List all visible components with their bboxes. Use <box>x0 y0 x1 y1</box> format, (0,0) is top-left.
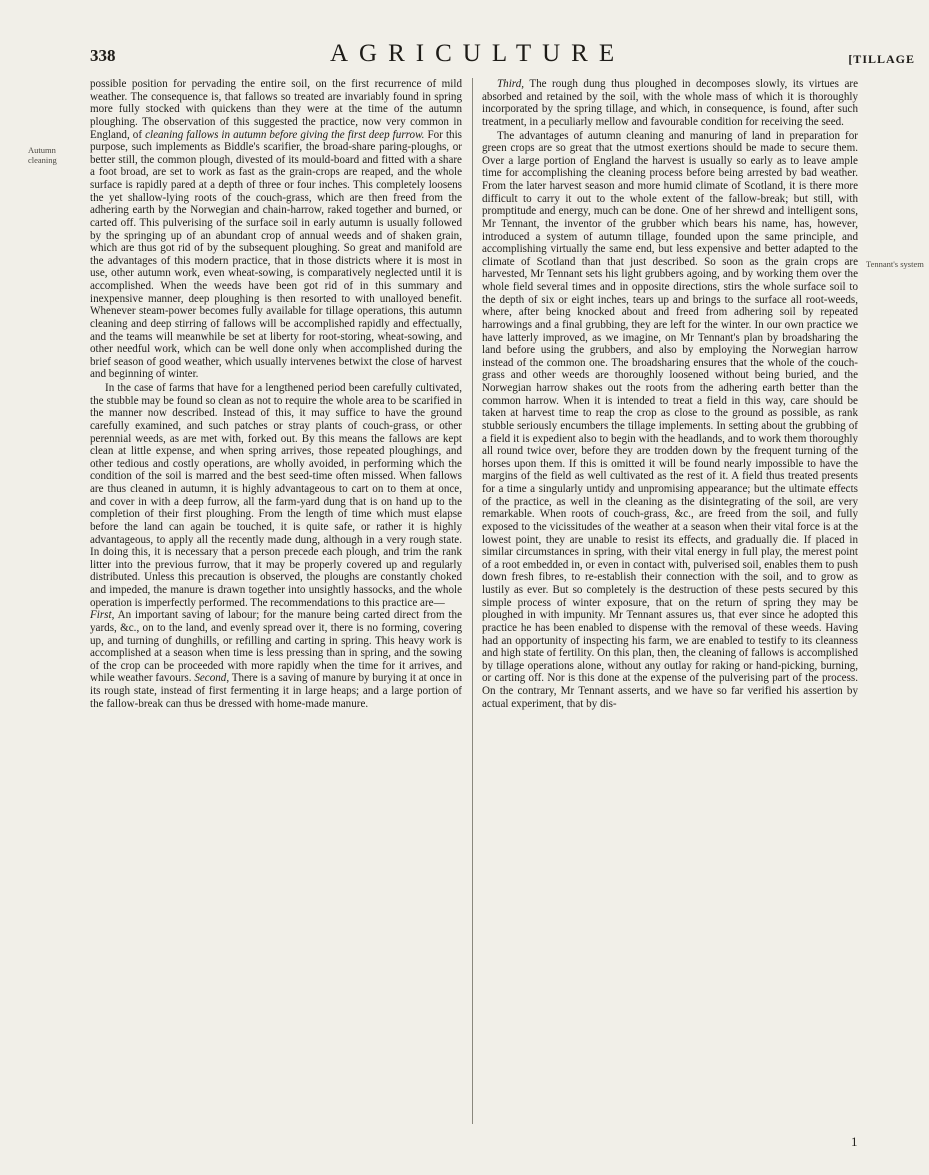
running-title: AGRICULTURE <box>330 40 626 67</box>
margin-note-left: Autumn cleaning <box>28 145 57 165</box>
paragraph: In the case of farms that have for a lengthened period been carefully cultivated, the stubble may be found so clean as not to require the whole area to be scarified in the manner now described. Instead of this, it may suffice to have the ground carefully examined, and such patches or stray plants of couch-grass, or other perennial weeds, as are met with, forked out. By this means the fallows are kept clean at little expense, and when spring arrives, those repeated ploughings, and other tedious and costly operations, are wholly avoided, in performing which the condition of the soil is marred and the best seed-time often missed. When fallows are thus cleaned in autumn, it is highly advantageous to cart on to them at once, and cover in with a deep furrow, all the farm-yard dung that is on hand up to the completion of their first ploughing. From the length of time which must elapse before the land can again be touched, it is quite safe, or rather it is highly advantageous, to apply all the recently made dung, although in a very rough state. In doing this, it is necessary that a person precede each plough, and trim the rank litter into the previous furrow, that it may be properly covered up and regularly distributed. Unless this precaution is observed, the ploughs are constantly choked and impeded, the manure is drawn together into unsightly hassocks, and the whole operation is imperfectly performed. The recommendations to this practice are— First, An important saving of labour; for the manure being carted direct from the yards, &c., on to the land, and evenly spread over it, there is no forming, covering up, and turning of dunghills, or refilling and carting in spring. This heavy work is accomplished at a season when time is less pressing than in spring, and the sowing of the crop can be proceeded with more rapidly when the time for it arrives, and while weather favours. Second, There is a saving of manure by burying it at once in its rough state, instead of first fermenting it in large heaps; and a large portion of the fallow-break can thus be dressed with home-made manure. <box>90 382 462 710</box>
section-tag: [TILLAGE <box>848 52 915 66</box>
signature-mark: 1 <box>851 1134 858 1149</box>
margin-note-right: Tennant's system <box>866 259 924 269</box>
paragraph: possible position for pervading the entire soil, on the first recurrence of mild weather. The consequence is, that fallows so treated are invariably found in spring more fully stocked with quickens than they were at the time of the autumn ploughing. The observation of this suggested the practice, now very common in England, of cleaning fallows in autumn before giving the first deep furrow. For this purpose, such implements as Biddle's scarifier, the broad-share paring-ploughs, or better still, the common plough, divested of its mould-board and fitted with a share a foot broad, are set to work as fast as the grain-crops are reaped, and the whole surface is rapidly pared at a depth of three or four inches. This completely loosens the yet shallow-lying roots of the couch-grass, which are then freed from the adhering earth by the Norwegian and chain-harrow, raked together and burned, or carted off. This pulverising of the surface soil in early autumn is usually followed by the springing up of an abundant crop of annual weeds and of shaken grain, which are thus got rid of by the subsequent ploughing. So great and manifold are the advantages of this modern practice, that in those districts where it is most in use, other autumn work, even wheat-sowing, is comparatively neglected until it is accomplished. When the weeds have been got rid of in this summary and inexpensive manner, deep ploughing is then resorted to with unalloyed benefit. Whenever steam-power becomes fully available for tillage operations, this autumn cleaning and deep stirring of fallows will be accomplished rapidly and effectually, and the teams will meanwhile be set at liberty for root-storing, wheat-sowing, and other needful work, which can be well done only when accomplished during the brief season of good weather, which usually intervenes betwixt the close of harvest and beginning of winter. <box>90 78 462 381</box>
page-header <box>90 40 915 76</box>
paragraph: Third, The rough dung thus ploughed in decomposes slowly, its virtues are absorbed and retained by the soil, with the whole mass of which it is thoroughly incorporated by the spring tillage, and which, in consequence, is found, after such treatment, in a peculiarly mellow and favourable condition for receiving the seed. <box>482 78 858 128</box>
right-column <box>482 78 858 710</box>
column-divider <box>472 78 473 1124</box>
paragraph: The advantages of autumn cleaning and manuring of land in preparation for green crops are so great that the utmost exertions should be made to secure them. Over a large portion of England the harvest is usually so early as to leave ample time for accomplishing the cleaning process before being arrested by bad weather. From the later harvest season and more humid climate of Scotland, it is there more difficult to carry it out to the whole extent of the fallow-break; but still, with promptitude and energy, much can be done. One of her shrewd and intelligent sons, Mr Tennant, the inventor of the grubber which bears his name, has, however, introduced a system of autumn tillage, founded upon the same principle, and accomplishing virtually the same end, but less expensive and better adapted to the climate of Scotland than that just described. So soon as the grain crops are harvested, Mr Tennant sets his light grubbers agoing, and by working them over the whole field several times and in opposite directions, stirs the whole surface soil to the depth of six or eight inches, tears up and brings to the surface all root-weeds, where, after being knocked about and freed from adhering soil by repeated harrowings and a final grubbing, they are left for the winter. In our own practice we have latterly improved, as we imagine, on Mr Tennant's plan by broadsharing the land before using the grubbers, and also by employing the Norwegian harrow instead of the common one. The broadsharing ensures that the whole of the couch-grass and other weeds are thoroughly loosened without being buried, and the Norwegian harrow shakes out the roots from the adhering earth better than the common harrow. When it is intended to treat a field in this way, care should be taken at harvest time to reap the crop as close to the ground as possible, as rank stubble seriously encumbers the tillage implements. In setting about the grubbing of a field it is expedient also to begin with the headlands, and to work them thoroughly all round twice over, before they are trodden down by the frequent turning of the horses upon them. If this is omitted it will be found nearly impossible to have the margins of the field as well cultivated as the rest of it. A field thus treated presents for a time a singularly untidy and unpromising appearance; but the ultimate effects of the practice, as well in the cleaning as the disintegrating of the soil, are very remarkable. When roots of couch-grass, &c., are freed from the soil, and fully exposed to the vicissitudes of the weather at a season when their vital force is at the lowest point, they are unable to resist its effects, and gradually die. If placed in similar circumstances in spring, with their vital energy in full play, the merest point of a root embedded in, or even in contact with, pulverised soil, enables them to push down fresh fibres, to re-establish their connection with the soil, and to grow as lustily as ever. But so completely is the destruction of these pests secured by this simple process of winter exposure, that on the return of spring they may be ploughed in with impunity. Mr Tennant assures us, that ever since he adopted this practice he has been enabled to dispense with the removal of these weeds. Having had an opportunity of inspecting his farm, we are enabled to testify to its cleanness and high state of fertility. On this plan, then, the cleaning of fallows is accomplished by tillage operations alone, without any outlay for raking or hand-picking, burning, or carting off. Nor is this done at the expense of the pulverising part of the process. On the contrary, Mr Tennant asserts, and we have so far verified his assertion by actual experiment, that by dis- <box>482 129 858 710</box>
page-number: 338 <box>90 46 116 65</box>
left-column <box>90 78 462 710</box>
